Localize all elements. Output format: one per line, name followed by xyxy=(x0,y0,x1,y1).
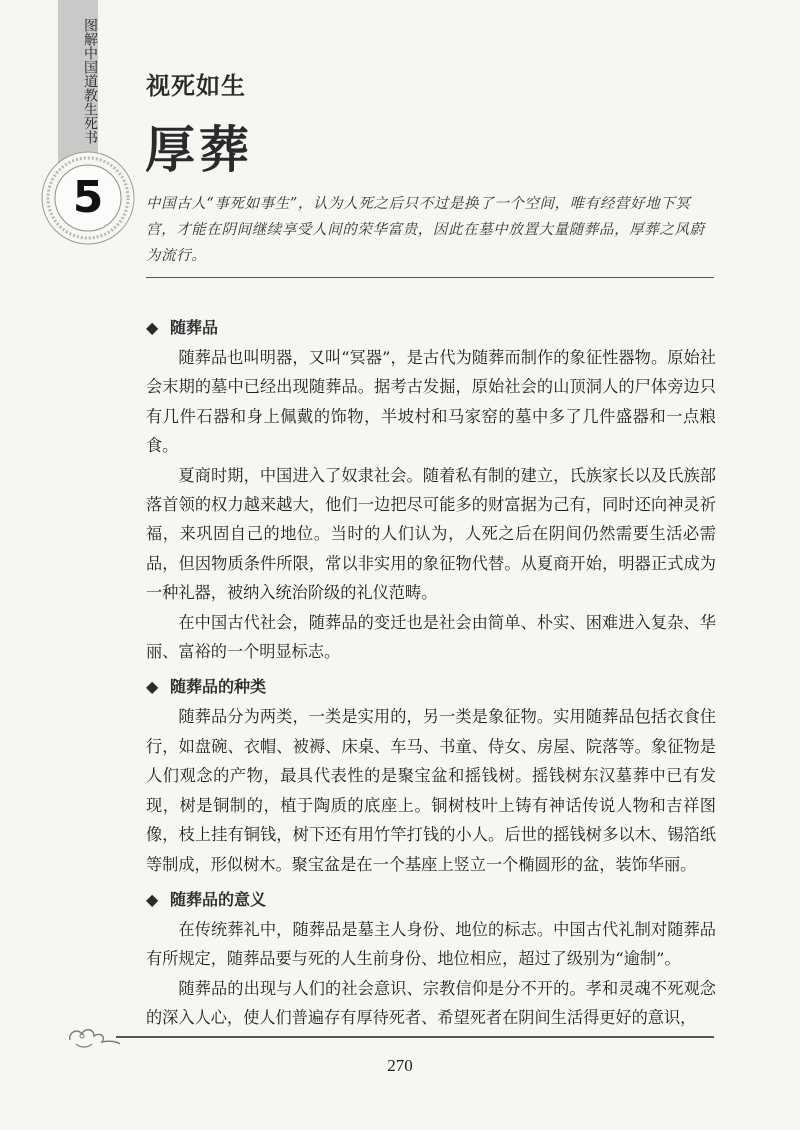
footer-divider xyxy=(116,1036,714,1038)
page-title: 厚葬 xyxy=(145,120,253,179)
diamond-bullet-icon: ◆ xyxy=(146,677,159,697)
section-heading xyxy=(146,885,716,915)
diamond-bullet-icon: ◆ xyxy=(146,889,159,909)
intro-text: 中国古人“事死如事生”，认为人死之后只不过是换了一个空间，唯有经营好地下冥宫，才能在阴间继续享受人间的荣华富贵，因此在墓中放置大量随葬品，厚葬之风蔚为流行。 xyxy=(146,196,705,264)
section-grave-goods xyxy=(146,313,716,666)
paragraph: 在中国古代社会，随葬品的变迁也是社会由简单、朴实、困难进入复杂、华丽、富裕的一个明显标志。 xyxy=(146,612,716,662)
page-subtitle: 视死如生 xyxy=(146,72,246,100)
chapter-number: 5 xyxy=(72,172,104,223)
paragraph: 随葬品也叫明器，又叫“冥器”，是古代为随葬而制作的象征性器物。原始社会末期的墓中已经出现随葬品。据考古发掘，原始社会的山顶洞人的尸体旁边只有几件石器和身上佩戴的饰物，半坡村和马家窑的墓中多了几件盛器和一点粮食。 xyxy=(146,348,716,456)
section-heading-text: 随葬品的意义 xyxy=(170,889,267,909)
paragraph: 随葬品的出现与人们的社会意识、宗教信仰是分不开的。孝和灵魂不死观念的深入人心，使人们普遍存有厚待死者、希望死者在阴间生活得更好的意识， xyxy=(146,978,716,1028)
section-heading xyxy=(146,313,716,343)
section-heading-text: 随葬品 xyxy=(170,318,219,337)
section-meaning xyxy=(146,885,716,1033)
intro-divider xyxy=(146,277,714,278)
section-heading-text: 随葬品的种类 xyxy=(170,677,267,697)
series-title: 图解中国道教生死书 xyxy=(82,18,98,144)
body-content xyxy=(146,311,716,1033)
section-heading xyxy=(146,672,716,702)
section-types xyxy=(146,672,716,878)
diamond-bullet-icon: ◆ xyxy=(146,318,159,337)
page-number: 270 xyxy=(387,1056,413,1075)
paragraph: 在传统葬礼中，随葬品是墓主人身份、地位的标志。中国古代礼制对随葬品有所规定，随葬品要与死的人生前身份、地位相应，超过了级别为“逾制”。 xyxy=(146,919,716,969)
paragraph: 夏商时期，中国进入了奴隶社会。随着私有制的建立，氏族家长以及氏族部落首领的权力越来越大，他们一边把尽可能多的财富据为己有，同时还向神灵祈福，来巩固自己的地位。当时的人们认为，人死之后在阴间仍然需要生活必需品，但因物质条件所限，常以非实用的象征物代替。从夏商开始，明器正式成为一种礼器，被纳入统治阶级的礼仪范畴。 xyxy=(146,465,716,603)
paragraph: 随葬品分为两类，一类是实用的，另一类是象征物。实用随葬品包括衣食住行，如盘碗、衣帽、被褥、床桌、车马、书童、侍女、房屋、院落等。象征物是人们观念的产物，最具代表性的是聚宝盆和摇钱树。摇钱树东汉墓葬中已有发现，树是铜制的，植于陶质的底座上。铜树枝叶上铸有神话传说人物和吉祥图像，枝上挂有铜钱，树下还有用竹竿打钱的小人。后世的摇钱树多以木、锡箔纸等制成，形似树木。聚宝盆是在一个基座上竖立一个椭圆形的盆，装饰华丽。 xyxy=(146,707,716,874)
